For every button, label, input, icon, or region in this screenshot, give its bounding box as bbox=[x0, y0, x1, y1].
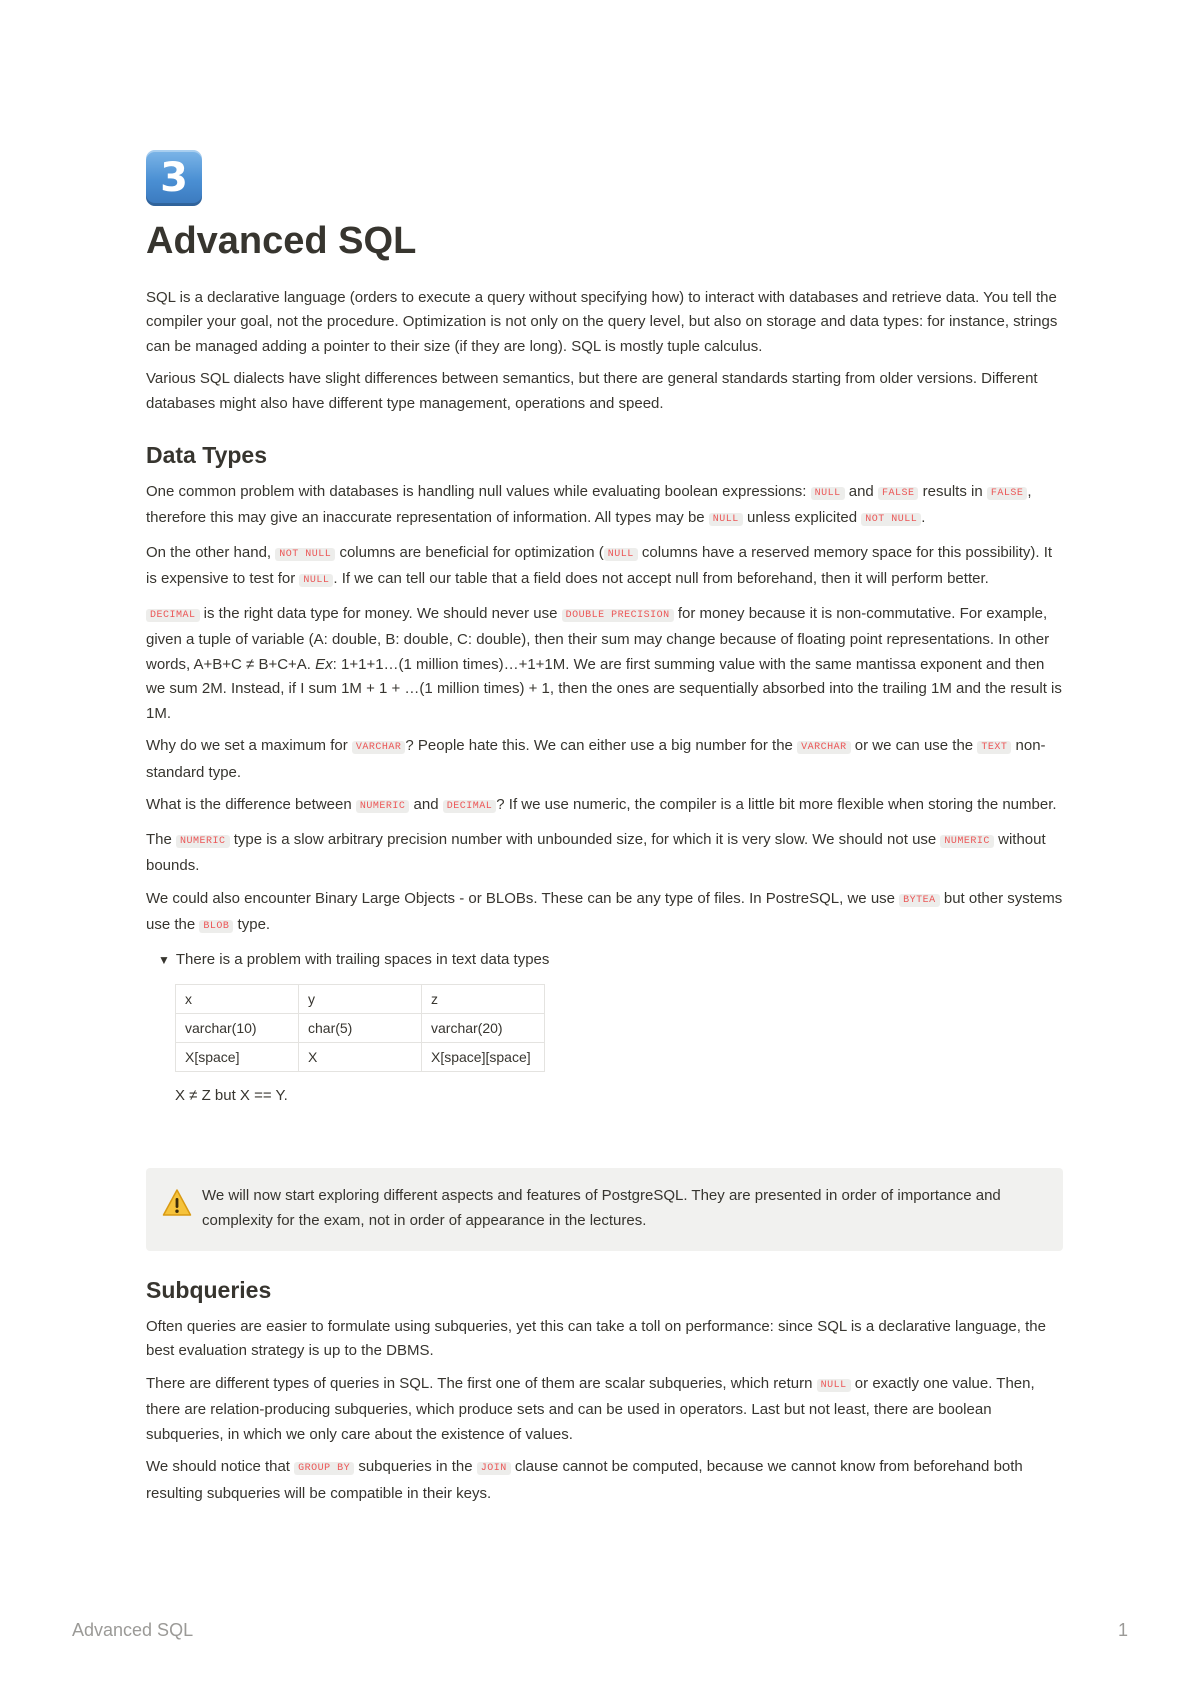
table-cell: varchar(10) bbox=[176, 1013, 299, 1042]
inline-code: TEXT bbox=[977, 741, 1011, 754]
table-cell: y bbox=[299, 984, 422, 1013]
inline-code: JOIN bbox=[477, 1462, 511, 1475]
toggle-body bbox=[175, 984, 1063, 1109]
subqueries-paragraph-2: There are different types of queries in SQL. The first one of them are scalar subqueries, which return NULL or exactly one value. Then, there are relation-producing subqueries, which produce sets and can be used in operators. Last but not least, there are boolean subqueries, in which we only care about the existence of values. bbox=[146, 1374, 1035, 1443]
page-title: Advanced SQL bbox=[146, 220, 417, 262]
intro-paragraph-2: Various SQL dialects have slight differences between semantics, but there are general standards starting from older versions. Different databases might also have different type management, operations and speed. bbox=[146, 370, 1038, 412]
inline-code: NUMERIC bbox=[356, 800, 410, 813]
toggle-note: X ≠ Z but X == Y. bbox=[175, 1086, 288, 1104]
table-row bbox=[176, 1042, 545, 1071]
inline-code: NOT NULL bbox=[275, 548, 335, 561]
data-types-paragraph-3: DECIMAL is the right data type for money. We should never use DOUBLE PRECISION for money because it is non-commutative. For example, given a tuple of variable (A: double, B: double, C: double), then their sum may change because of floating point representations. In other words, A+B+C ≠ B+C+A. Ex: 1+1+1…(1 million times)…+1+1M. We are first summing value with the same mantissa exponent and then we sum 2M. Instead, if I sum 1M + 1 + …(1 million times) + 1, then the ones are sequentially absorbed into the trailing 1M and the result is 1M. bbox=[146, 604, 1062, 722]
table-cell: X[space] bbox=[176, 1042, 299, 1071]
inline-code: NOT NULL bbox=[861, 513, 921, 526]
inline-code: NULL bbox=[604, 548, 638, 561]
inline-code: FALSE bbox=[987, 487, 1028, 500]
inline-code: BLOB bbox=[199, 920, 233, 933]
intro-paragraph-1: SQL is a declarative language (orders to execute a query without specifying how) to interact with databases and retrieve data. You tell the compiler your goal, not the procedure. Optimization is not only on the query level, but also on storage and data types: for instance, strings can be managed adding a pointer to their size (if they are long). SQL is mostly tuple calculus. bbox=[146, 288, 1058, 355]
toggle-summary: There is a problem with trailing spaces in text data types bbox=[175, 950, 550, 968]
page-content bbox=[146, 150, 1063, 1514]
warning-callout bbox=[146, 1168, 1063, 1251]
data-types-paragraph-6: The NUMERIC type is a slow arbitrary precision number with unbounded size, for which it is very slow. We should not use NUMERIC without bounds. bbox=[146, 830, 1046, 875]
table-cell: char(5) bbox=[299, 1013, 422, 1042]
page-footer bbox=[72, 1620, 1128, 1641]
inline-code: NULL bbox=[299, 574, 333, 587]
inline-code: VARCHAR bbox=[797, 741, 851, 754]
data-types-heading: Data Types bbox=[146, 442, 268, 469]
toggle-header[interactable] bbox=[158, 948, 1063, 972]
inline-code: FALSE bbox=[878, 487, 919, 500]
inline-code: NUMERIC bbox=[940, 835, 994, 848]
callout-text: We will now start exploring different aspects and features of PostgreSQL. They are presented in order of importance and complexity for the exam, not in order of appearance in the lectures. bbox=[202, 1187, 1001, 1229]
subqueries-paragraph-3: We should notice that GROUP BY subqueries in the JOIN clause cannot be computed, because we cannot know from beforehand both resulting subqueries will be compatible in their keys. bbox=[146, 1458, 1023, 1502]
keycap-three-icon: 3 bbox=[146, 150, 202, 206]
data-types-paragraph-1: One common problem with databases is handling null values while evaluating boolean expressions: NULL and FALSE results in FALSE , therefore this may give an inaccurate representation of information. All types may be NULL unless explicited NOT NULL . bbox=[146, 482, 1032, 527]
inline-code: DOUBLE PRECISION bbox=[562, 609, 674, 622]
table-row bbox=[176, 1013, 545, 1042]
data-types-paragraph-2: On the other hand, NOT NULL columns are beneficial for optimization ( NULL columns have a reserved memory space for this possibility). It is expensive to test for NULL . If we can tell our table that a field does not accept null from beforehand, then it will perform better. bbox=[146, 543, 1053, 588]
table-cell: varchar(20) bbox=[422, 1013, 545, 1042]
subqueries-heading: Subqueries bbox=[146, 1277, 272, 1304]
inline-code: NULL bbox=[817, 1379, 851, 1392]
data-types-paragraph-7: We could also encounter Binary Large Objects - or BLOBs. These can be any type of files. In PostreSQL, we use BYTEA but other systems use the BLOB type. bbox=[146, 889, 1063, 934]
triangle-down-icon[interactable]: ▼ bbox=[158, 952, 170, 967]
trailing-spaces-toggle bbox=[146, 948, 1063, 1109]
inline-code: NULL bbox=[709, 513, 743, 526]
inline-code: DECIMAL bbox=[146, 609, 200, 622]
trailing-spaces-table bbox=[175, 984, 545, 1072]
inline-code: BYTEA bbox=[899, 894, 940, 907]
table-cell: z bbox=[422, 984, 545, 1013]
inline-code: GROUP BY bbox=[294, 1462, 354, 1475]
inline-code: DECIMAL bbox=[443, 800, 497, 813]
inline-code: VARCHAR bbox=[352, 741, 406, 754]
table-row bbox=[176, 984, 545, 1013]
subqueries-paragraph-1: Often queries are easier to formulate using subqueries, yet this can take a toll on performance: since SQL is a declarative language, the best evaluation strategy is up to the DBMS. bbox=[146, 1317, 1046, 1360]
inline-code: NULL bbox=[811, 487, 845, 500]
data-types-paragraph-5: What is the difference between NUMERIC and DECIMAL ? If we use numeric, the compiler is a little bit more flexible when storing the number. bbox=[146, 796, 1057, 814]
table-cell: X[space][space] bbox=[422, 1042, 545, 1071]
warning-icon bbox=[162, 1188, 192, 1218]
table-cell: x bbox=[176, 984, 299, 1013]
inline-code: NUMERIC bbox=[176, 835, 230, 848]
data-types-paragraph-4: Why do we set a maximum for VARCHAR ? People hate this. We can either use a big number for the VARCHAR or we can use the TEXT non-standard type. bbox=[146, 737, 1046, 781]
footer-title: Advanced SQL bbox=[72, 1620, 194, 1640]
table-cell: X bbox=[299, 1042, 422, 1071]
page-number: 1 bbox=[1117, 1620, 1128, 1640]
